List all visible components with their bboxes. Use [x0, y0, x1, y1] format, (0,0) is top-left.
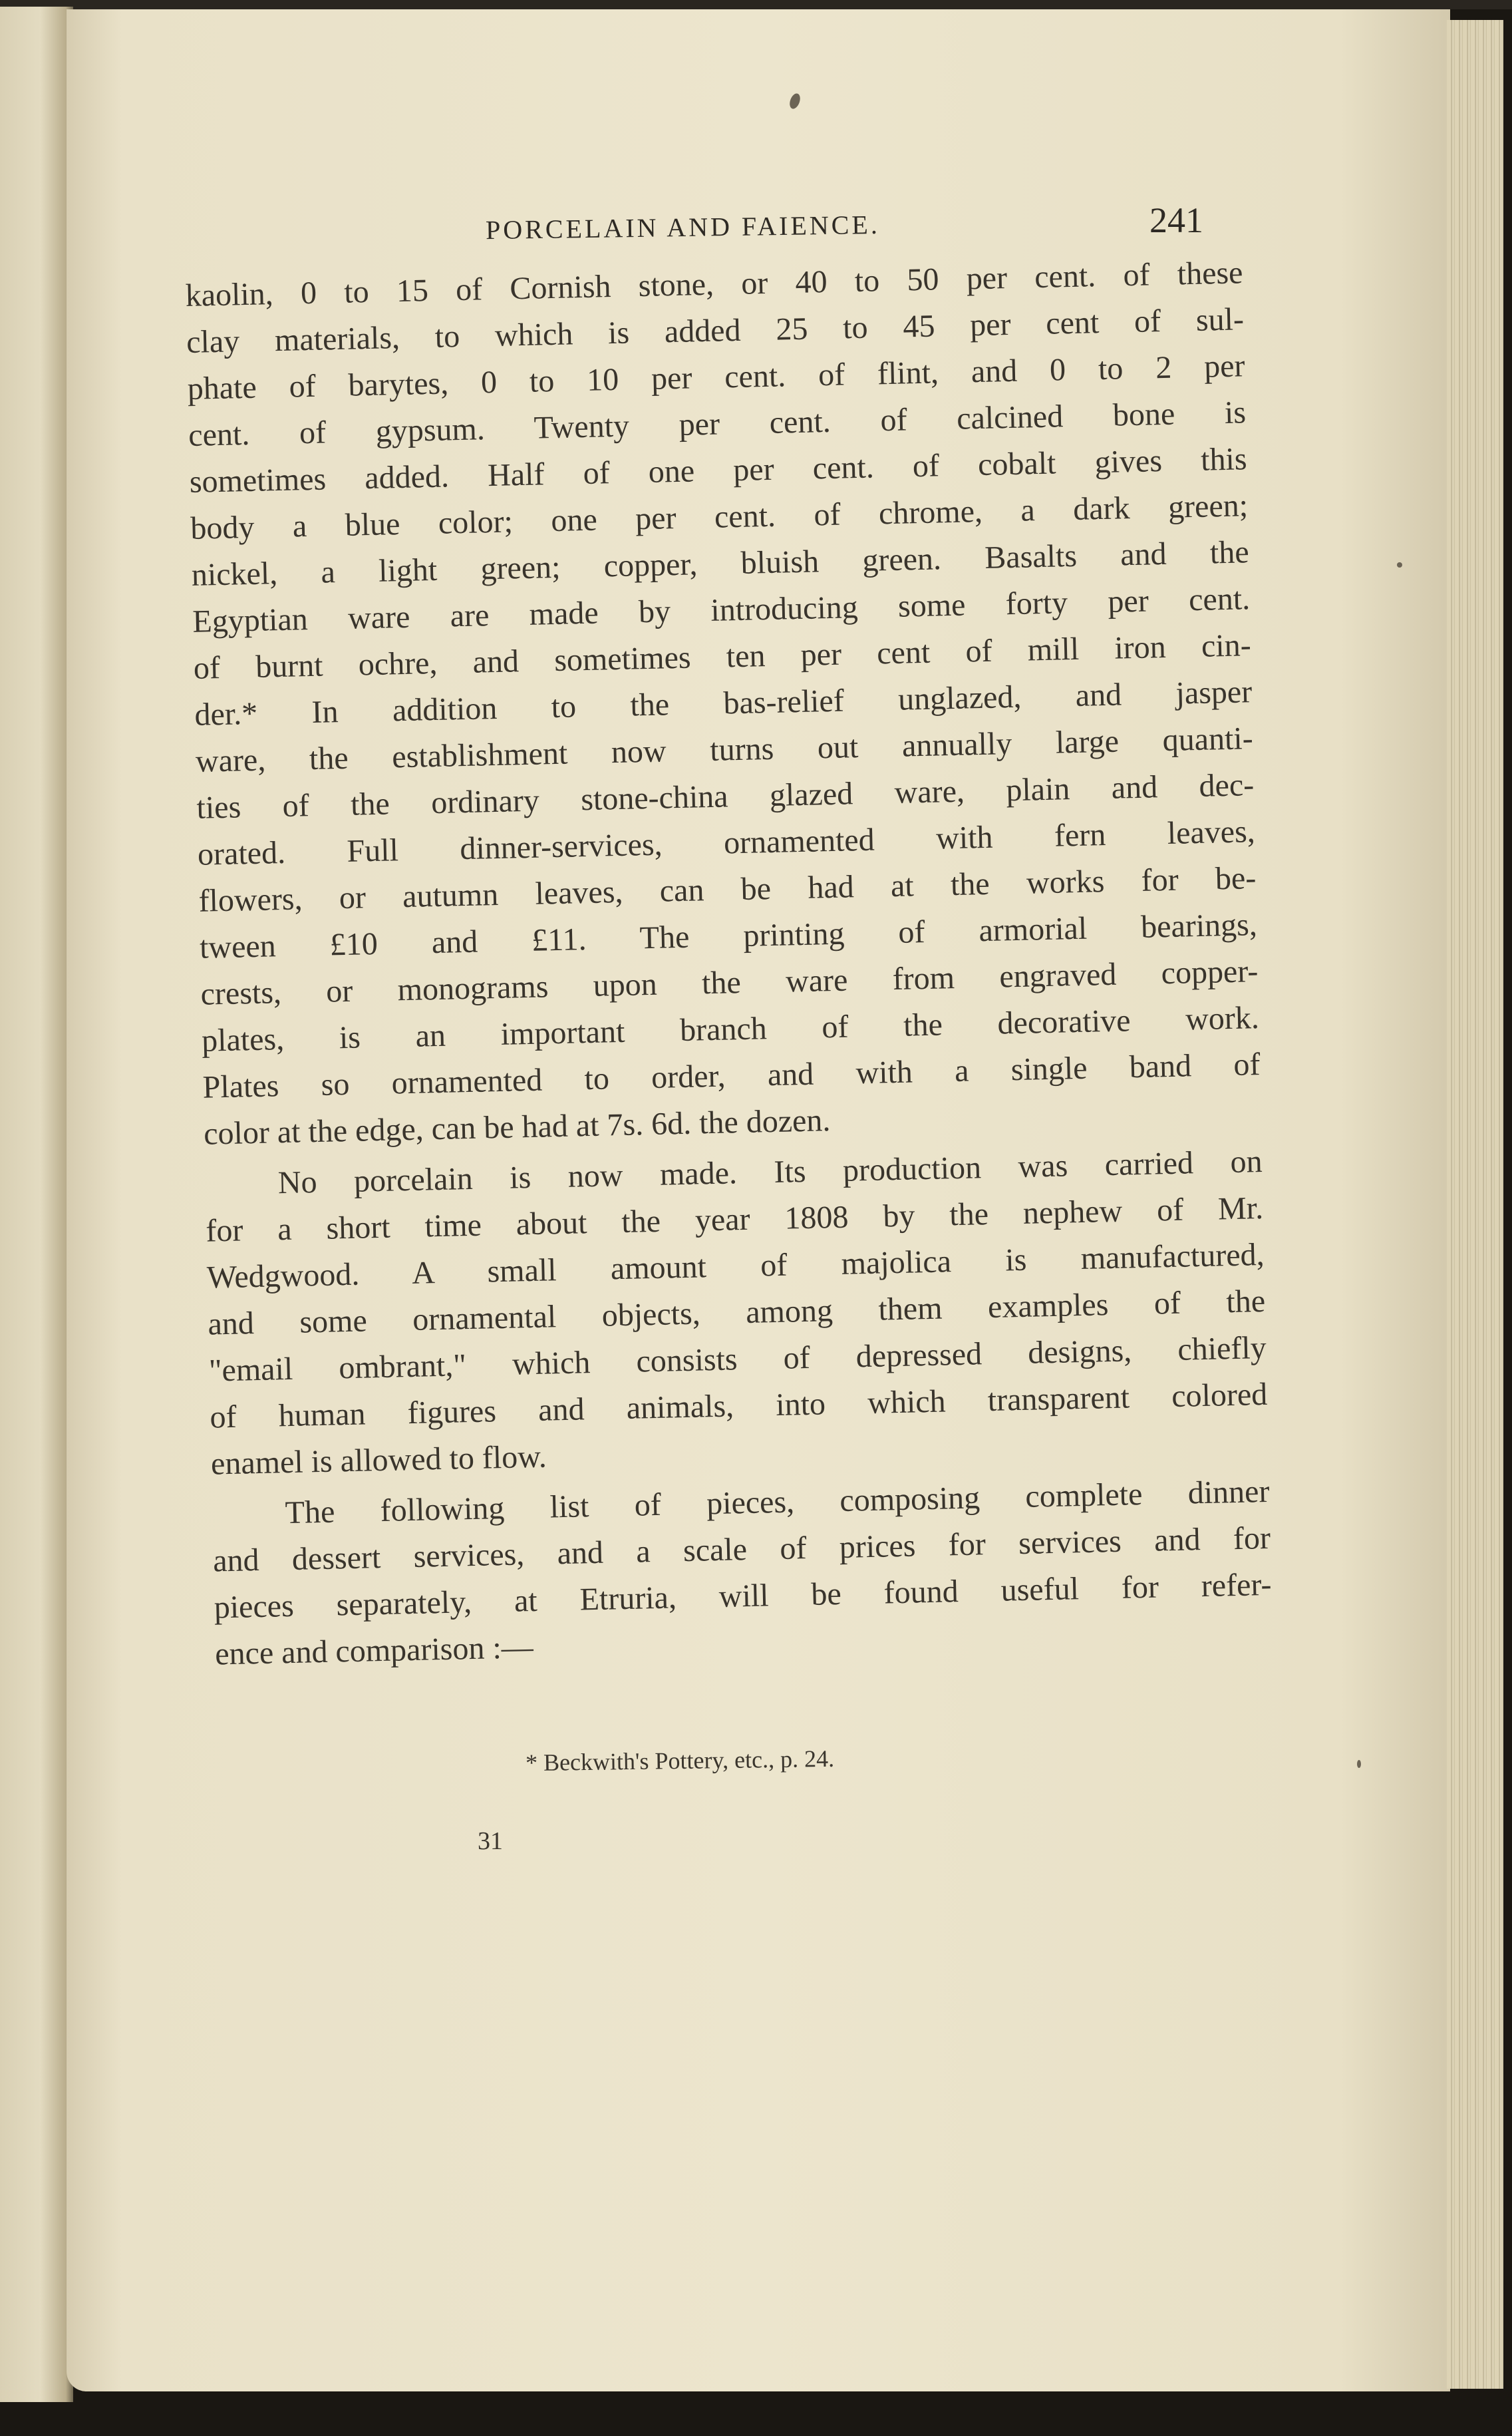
- ink-speck: [1357, 1760, 1361, 1768]
- text-line: pieces separately, at Etruria, will be found useful for refer-: [214, 1566, 1272, 1626]
- text-line: der.* In addition to the bas-relief unglazed, and jasper: [194, 674, 1253, 733]
- text-line: and dessert services, and a scale of prices for services and for: [212, 1520, 1271, 1579]
- text-line: of burnt ochre, and sometimes ten per cent of mill iron cin-: [193, 627, 1252, 686]
- facing-page-edge: [0, 7, 73, 2402]
- text-line: for a short time about the year 1808 by the nephew of Mr.: [205, 1190, 1264, 1249]
- text-line: ence and comparison :—: [214, 1630, 534, 1672]
- scan-top-border: [0, 0, 1512, 9]
- text-line: plates, is an important branch of the decorative work.: [201, 1000, 1260, 1059]
- text-line: color at the edge, can be had at 7s. 6d. the dozen.: [203, 1103, 831, 1152]
- text-line: flowers, or autumn leaves, can be had at the works for be-: [198, 860, 1257, 919]
- text-line: phate of barytes, 0 to 10 per cent. of flint, and 0 to 2 per: [187, 348, 1246, 407]
- text-line: Egyptian ware are made by introducing some forty per cent.: [192, 581, 1251, 639]
- body-text: [185, 250, 1273, 1677]
- footnote: * Beckwith's Pottery, etc., p. 24.: [525, 1745, 835, 1777]
- page-number: 241: [1149, 200, 1203, 240]
- text-line: tween £10 and £11. The printing of armorial bearings,: [199, 907, 1258, 965]
- page-header: [486, 200, 1217, 253]
- signature-mark: 31: [478, 1827, 503, 1855]
- text-line: Wedgwood. A small amount of majolica is manufactured,: [206, 1236, 1265, 1296]
- text-line: enamel is allowed to flow.: [210, 1439, 547, 1482]
- text-line: Plates so ornamented to order, and with a single band of: [202, 1047, 1261, 1105]
- text-line: No porcelain is now made. Its production was carried on: [277, 1143, 1263, 1201]
- running-title: PORCELAIN AND FAIENCE.: [485, 209, 881, 246]
- text-line: ties of the ordinary stone-china glazed ware, plain and dec-: [196, 767, 1255, 826]
- text-line: nickel, a light green; copper, bluish green. Basalts and the: [191, 534, 1250, 593]
- ink-speck: [1397, 562, 1402, 568]
- text-line: orated. Full dinner-services, ornamented with fern leaves,: [197, 814, 1256, 872]
- text-line: crests, or monograms upon the ware from engraved copper-: [200, 954, 1259, 1012]
- text-line: kaolin, 0 to 15 of Cornish stone, or 40 to 50 per cent. of these: [185, 255, 1243, 313]
- text-line: sometimes added. Half of one per cent. of cobalt gives this: [189, 441, 1248, 500]
- text-line: body a blue color; one per cent. of chrome, a dark green;: [190, 488, 1249, 546]
- page-fore-edge: [1447, 20, 1503, 2389]
- text-line: clay materials, to which is added 25 to 45 per cent of sul-: [186, 301, 1245, 360]
- text-line: and some ornamental objects, among them examples of the: [207, 1283, 1266, 1342]
- text-line: "email ombrant," which consists of depressed designs, chiefly: [208, 1329, 1267, 1389]
- text-line: The following list of pieces, composing complete dinner: [285, 1473, 1270, 1531]
- text-line: cent. of gypsum. Twenty per cent. of calcined bone is: [188, 395, 1247, 453]
- text-line: of human figures and animals, into which transparent colored: [209, 1376, 1268, 1435]
- text-line: ware, the establishment now turns out annually large quanti-: [195, 721, 1254, 779]
